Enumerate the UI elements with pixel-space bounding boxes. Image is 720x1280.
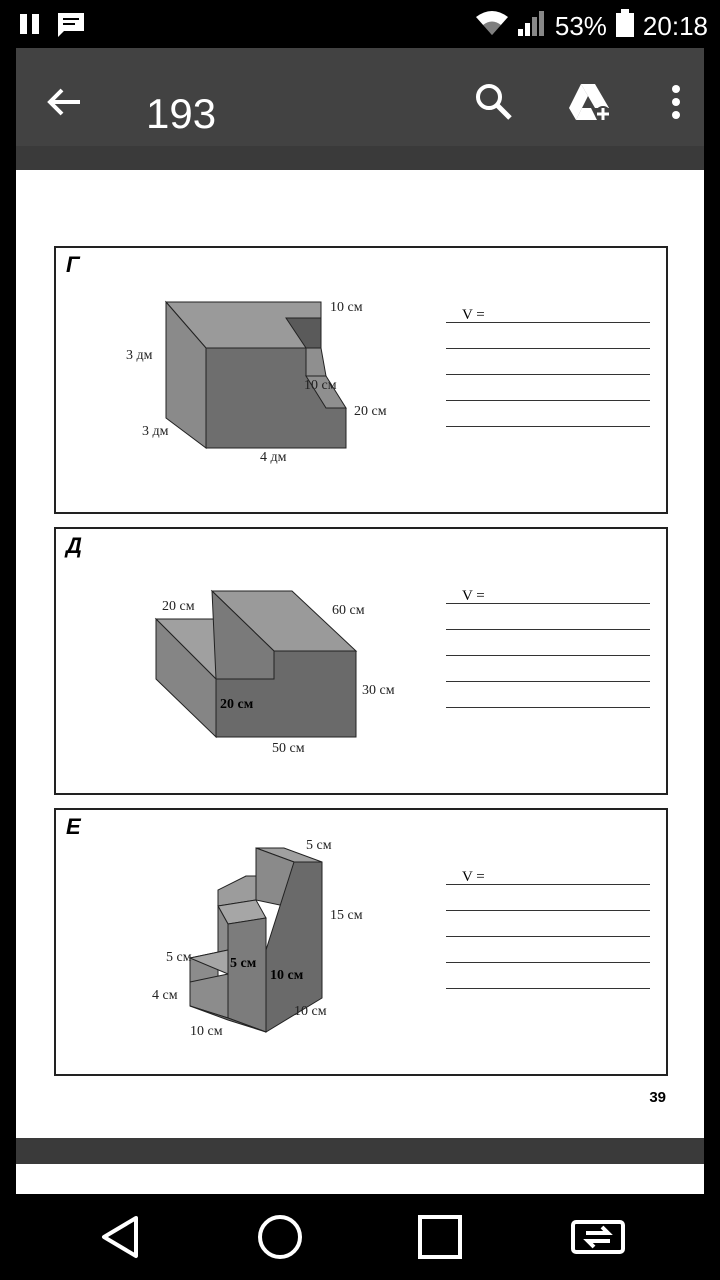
dim-label: 10 см [330,300,363,315]
dim-label: 30 см [362,683,395,698]
message-icon [56,10,86,43]
search-icon[interactable] [470,78,518,126]
drive-add-icon[interactable] [566,78,614,126]
dim-label: 4 дм [260,450,287,465]
exercise-panel-e [54,808,668,1076]
page-title: 193 [146,90,217,137]
nav-recents-icon[interactable] [410,1214,470,1260]
dim-label: 3 дм [142,424,169,439]
signal-icon [517,9,547,44]
dim-label: 20 см [354,404,387,419]
status-bar [0,0,720,48]
dim-label: 10 см [190,1024,223,1039]
dim-label: 5 см [166,950,192,965]
dim-label: 5 см [230,956,257,971]
dim-label: 50 см [272,741,305,756]
panel-letter: Д [66,533,82,558]
clock: 20:18 [642,11,708,41]
back-arrow-icon[interactable] [40,78,88,126]
dim-label: 20 см [162,599,195,614]
app-bar [16,48,704,146]
pause-icon [18,11,42,42]
dim-label: 4 см [152,988,178,1003]
dim-label: 15 см [330,908,363,923]
dim-label: 3 дм [126,348,153,363]
volume-label: V = [462,869,485,885]
dim-label: 5 см [306,838,332,853]
volume-label: V = [462,588,485,604]
dim-label: 10 см [294,1004,327,1019]
panel-letter: Г [66,252,80,277]
next-page-preview [16,1164,704,1194]
navigation-bar [0,1194,720,1280]
figure-d [56,529,666,793]
wifi-icon [475,9,509,44]
nav-home-icon[interactable] [250,1214,310,1260]
exercise-panel-d [54,527,668,795]
panel-letter: Е [66,814,81,839]
nav-back-icon[interactable] [90,1214,150,1260]
screen-switch-icon[interactable] [568,1214,628,1260]
figure-e [56,810,666,1074]
dim-label: 20 см [220,697,254,712]
more-vert-icon[interactable] [652,78,700,126]
figure-g [56,248,666,512]
document-page [16,170,704,1138]
dim-label: 10 см [270,968,304,983]
battery-percent: 53% [554,11,607,41]
dim-label: 10 см [304,378,337,393]
volume-label: V = [462,307,485,323]
page-number: 39 [649,1089,666,1106]
dim-label: 60 см [332,603,365,618]
exercise-panel-g [54,246,668,514]
battery-icon [615,8,635,45]
